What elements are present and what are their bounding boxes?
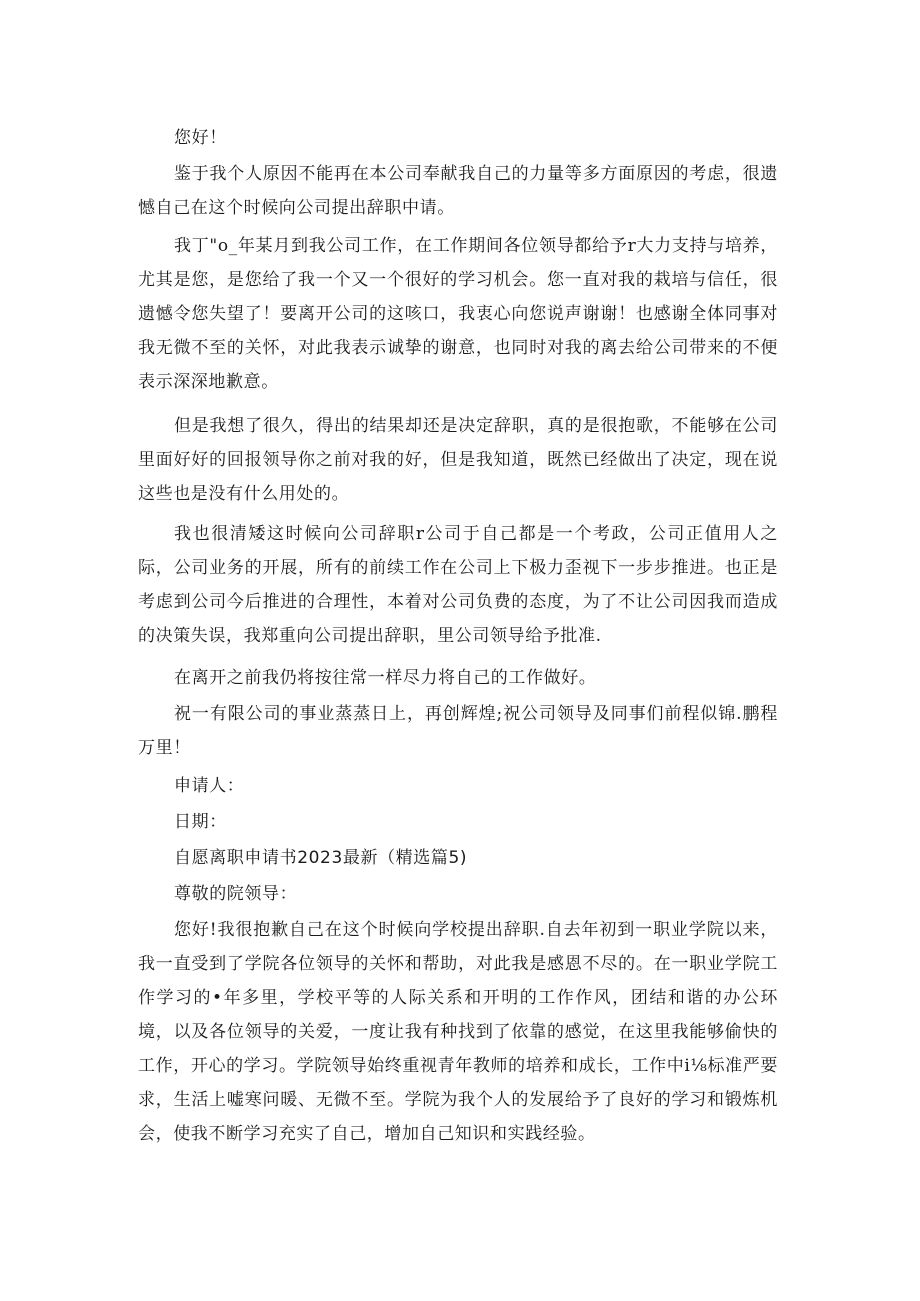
paragraph-gratitude: 我丁"o_年某月到我公司工作，在工作期间各位领导都给予r大力支持与培养，尤其是您，是您给了我一个又一个很好的学习机会。您一直对我的栽培与信任，很遗憾令您失望了！要离开公司的这咳口，我衷心向您说声谢谢！也感谢全体同事对我无微不至的关怀，对此我表示诚挚的谢意，也同时对我的离去给公司带来的不便表示深深地歉意。 <box>138 236 778 392</box>
paragraph-college: 您好!我很抱歉自己在这个时候向学校提出辞职.自去年初到一职业学院以来，我一直受到了学院各位领导的关怀和帮助，对此我是感恩不尽的。在一职业学院工作学习的•年多里，学校平等的人际关系和开明的工作作风，团结和谐的办公环境，以及各位领导的关爱，一度让我有种找到了依靠的感觉，在这里我能够偷快的工作，开心的学习。学院领导始终重视青年教师的培养和成长，工作中i⅛标准严要求，生活上嘘寒问暖、无微不至。学院为我个人的发展给予了良好的学习和锻炼机会，使我不断学习充实了自己，增加自己知识和实践经验。 <box>138 920 778 1144</box>
greeting: 您好！ <box>174 128 227 148</box>
salutation: 尊敬的院领导： <box>174 884 298 904</box>
date-label: 日期： <box>174 812 227 832</box>
paragraph-reason: 鉴于我个人原因不能再在本公司奉献我自己的力量等多方面原因的考虑，很遗憾自己在这个时候向公司提出辞职中请。 <box>138 164 778 218</box>
paragraph-consideration: 我也很清矮这时候向公司辞职r公司于自己都是一个考政，公司正值用人之际，公司业务的开展，所有的前续工作在公司上下极力歪视下一步步推进。也正是考虑到公司今后推进的合理性，本着对公司负费的态度，为了不让公司因我而造成的决策失误，我郑重向公司提出辞职，里公司领导给予批准. <box>138 524 778 646</box>
paragraph-wishes: 祝一有限公司的事业蒸蒸日上，再创辉煌;祝公司领导及同事们前程似锦.鹏程万里！ <box>138 704 778 758</box>
paragraph-handover: 在离开之前我仍将按往常一样尽力将自己的工作做好。 <box>174 668 597 688</box>
paragraph-decision: 但是我想了很久，得出的结果却还是决定辞职，真的是很抱歌，不能够在公司里面好好的回报领导你之前对我的好，但是我知道，既然已经做出了决定，现在说这些也是没有什么用处的。 <box>138 416 778 504</box>
section-title: 自愿离职申请书2023最新（精选篇5) <box>174 848 468 868</box>
applicant-label: 申请人： <box>174 776 245 796</box>
